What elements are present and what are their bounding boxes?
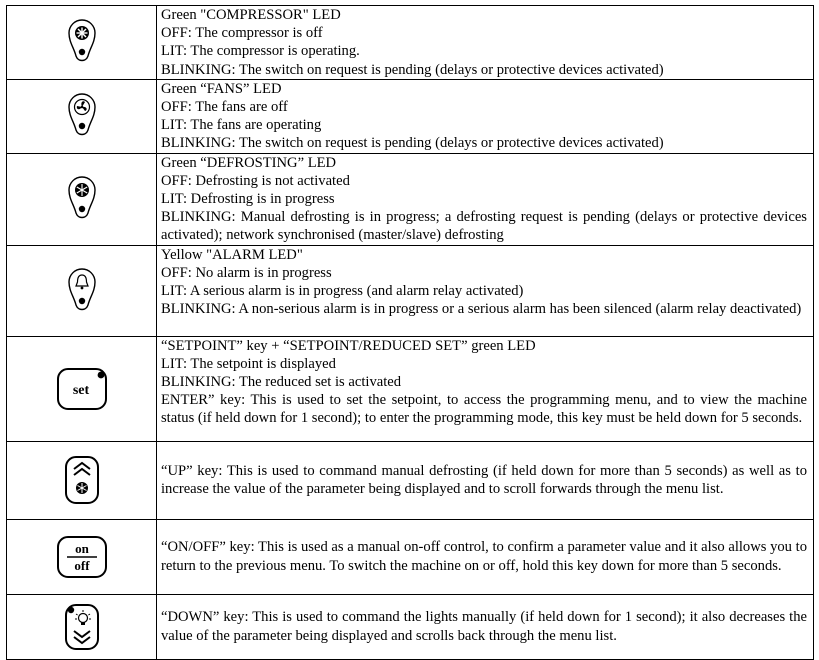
icon-cell — [7, 245, 157, 336]
description-cell — [157, 441, 814, 519]
led-title: Green "COMPRESSOR" LED — [161, 7, 341, 23]
off-state-text: OFF: No alarm is in progress — [161, 264, 332, 281]
blinking-state-text: BLINKING: A non-serious alarm is in progress or a serious alarm has been silenced (alarm relay deactivated) — [161, 301, 802, 318]
table-row — [7, 245, 814, 336]
lit-state-text: LIT: The setpoint is displayed — [161, 355, 336, 372]
lit-state-text: LIT: Defrosting is in progress — [161, 191, 335, 208]
description-cell — [157, 153, 814, 245]
key-title: “SETPOINT” key + “SETPOINT/REDUCED SET” green LED — [161, 337, 536, 354]
icon-cell — [7, 441, 157, 519]
blinking-state-text: BLINKING: The switch on request is pending (delays or protective devices activated) — [161, 135, 664, 152]
off-state-text: OFF: Defrosting is not activated — [161, 172, 350, 189]
led-title: Green “DEFROSTING” LED — [161, 154, 337, 171]
table-row — [7, 79, 814, 153]
up-key-icon — [62, 454, 102, 506]
table-row — [7, 441, 814, 519]
icon-cell — [7, 79, 157, 153]
description-cell — [157, 79, 814, 153]
lit-state-text: LIT: The compressor is operating. — [161, 43, 360, 60]
blinking-state-text: BLINKING: The switch on request is pending (delays or protective devices activated) — [161, 61, 664, 78]
on-label: on — [74, 540, 89, 556]
led-title: Green “FANS” LED — [161, 80, 282, 97]
defrosting-led-icon — [66, 175, 98, 223]
description-cell — [157, 594, 814, 659]
fans-led-icon — [66, 92, 98, 140]
compressor-led-icon — [66, 18, 98, 66]
set-key-icon — [52, 365, 112, 413]
down-key-text: “DOWN” key: This is used to command the lights manually (if held down for 1 second); it also decreases the value of the parameter being displayed and scrolls back through the menu list. — [161, 609, 807, 644]
on-off-key-text: “ON/OFF” key: This is used as a manual on-off control, to confirm a parameter value and it also allows you to return to the previous menu. To switch the machine on or off, hold this key down for more than 5 seconds. — [161, 539, 807, 574]
blinking-state-text: BLINKING: The reduced set is activated — [161, 374, 402, 391]
set-key-label: set — [72, 382, 89, 398]
off-label: off — [73, 557, 90, 573]
description-cell — [157, 336, 814, 441]
description-cell — [157, 519, 814, 594]
off-state-text: OFF: The fans are off — [161, 99, 288, 116]
off-state-text: OFF: The compressor is off — [161, 25, 323, 42]
icon-cell — [7, 153, 157, 245]
table-row — [7, 336, 814, 441]
description-cell — [157, 6, 814, 80]
down-key-icon — [62, 602, 102, 652]
led-key-description-table — [6, 5, 814, 660]
table-row — [7, 153, 814, 245]
icon-cell — [7, 336, 157, 441]
description-cell — [157, 245, 814, 336]
lit-state-text: LIT: A serious alarm is in progress (and alarm relay activated) — [161, 283, 524, 300]
blinking-state-text: BLINKING: Manual defrosting is in progress; a defrosting request is pending (delays or protective devices activated); network synchronised (master/slave) defrosting — [161, 209, 807, 244]
table-row — [7, 519, 814, 594]
icon-cell — [7, 519, 157, 594]
icon-cell — [7, 594, 157, 659]
led-title: Yellow "ALARM LED" — [161, 246, 303, 263]
table-row — [7, 594, 814, 659]
lit-state-text: LIT: The fans are operating — [161, 117, 322, 134]
on-off-key-icon — [54, 533, 110, 581]
enter-key-text: ENTER” key: This is used to set the setpoint, to access the programming menu, and to view the machine status (if held down for 1 second); to enter the programming mode, this key must be held down for 5 seconds. — [161, 392, 807, 427]
up-key-text: “UP” key: This is used to command manual defrosting (if held down for more than 5 seconds) as well as to increase the value of the parameter being displayed and to scroll forwards through the menu list. — [161, 462, 807, 498]
alarm-led-icon — [66, 267, 98, 315]
table-row — [7, 6, 814, 80]
icon-cell — [7, 6, 157, 80]
